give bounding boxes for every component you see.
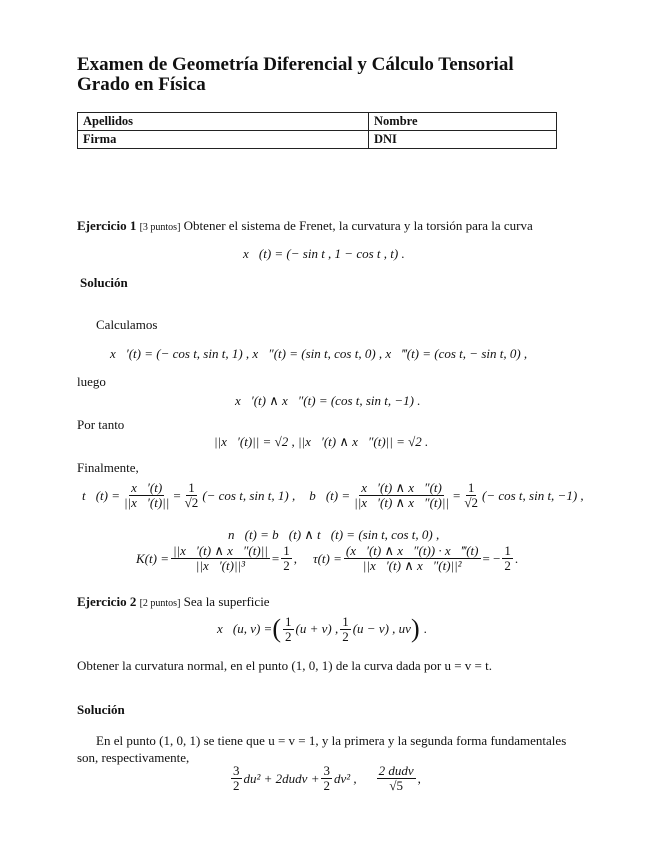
- surface-term-b: (u − v) , uv: [352, 621, 411, 636]
- comma: ,: [293, 550, 297, 566]
- exercise-2-points: [2 puntos]: [139, 598, 181, 609]
- exercise-1-text: Obtener el sistema de Frenet, la curvatura y la torsión para la curva: [183, 218, 533, 233]
- three-numerator: 3: [323, 763, 330, 778]
- left-paren: (: [272, 614, 282, 643]
- luego-text: luego: [77, 374, 106, 389]
- right-paren: ): [410, 614, 420, 643]
- page-title: [77, 55, 514, 95]
- second-form-numerator: 2 dudv: [378, 763, 414, 778]
- two-denominator: 2: [283, 558, 290, 573]
- firma-cell[interactable]: Firma: [78, 131, 369, 149]
- title-line-2: Grado en Física: [77, 74, 206, 95]
- one-numerator: 1: [188, 480, 195, 495]
- normal-vector-equation: n⃗(t) = b⃗(t) ∧ t⃗(t) = (sin t, cos t, 0) ,: [228, 527, 440, 542]
- exercise-1-label: Ejercicio 1: [77, 218, 137, 233]
- tangent-numerator: x⃗′(t): [131, 480, 163, 495]
- apellidos-cell[interactable]: Apellidos: [78, 113, 369, 131]
- half-numerator: 1: [342, 613, 349, 629]
- dni-cell[interactable]: DNI: [369, 131, 557, 149]
- one-numerator: 1: [504, 543, 511, 558]
- curvature-lhs: K(t) =: [136, 550, 169, 566]
- period: .: [514, 550, 519, 566]
- tangent-lhs: t⃗(t) =: [82, 487, 121, 503]
- sqrt2-denominator: √2: [464, 495, 478, 510]
- norms-equation: ||x⃗′(t)|| = √2 , ||x⃗′(t) ∧ x⃗″(t)|| = √2 .: [214, 434, 429, 449]
- binormal-result: (− cos t, sin t, −1) ,: [481, 487, 584, 503]
- first-form-b: dv² ,: [333, 770, 357, 786]
- student-info-table: [77, 112, 557, 149]
- torsion-numerator: (x⃗′(t) ∧ x⃗″(t)) · x⃗‴(t): [345, 543, 479, 558]
- equals-sign: =: [453, 487, 461, 503]
- second-form-denominator: √5: [389, 778, 403, 793]
- tangent-denominator: ||x⃗′(t)||: [124, 495, 170, 510]
- equals-sign: =: [173, 487, 181, 503]
- exercise-1-statement: [77, 218, 533, 234]
- three-numerator: 3: [233, 763, 240, 778]
- half-denominator: 2: [285, 628, 292, 644]
- exercise-2-statement: [77, 594, 270, 610]
- fundamental-forms-equation: [229, 764, 421, 793]
- curvature-torsion-equation: [136, 544, 518, 573]
- derivatives-equation: x⃗′(t) = (− cos t, sin t, 1) , x⃗″(t) = (sin t, cos t, 0) , x⃗‴(t) = (cos t, − sin t, 0) ,: [110, 346, 528, 361]
- calculamos-text: Calculamos: [96, 317, 158, 332]
- exercise-1-points: [3 puntos]: [139, 222, 181, 233]
- curve-equation: x⃗(t) = (− sin t , 1 − cos t , t) .: [243, 246, 405, 261]
- torsion-lhs: τ(t) =: [312, 550, 342, 566]
- sqrt2-denominator: √2: [184, 495, 199, 510]
- half-denominator: 2: [342, 628, 349, 644]
- one-numerator: 1: [467, 480, 475, 495]
- two-denominator: 2: [504, 558, 511, 573]
- surface-equation: [217, 614, 427, 644]
- exercise-2-text: Sea la superficie: [183, 594, 270, 609]
- solution-2-line-1: En el punto (1, 0, 1) se tiene que u = v = 1, y la primera y la segunda forma fundamentales: [96, 733, 567, 748]
- solution-2-line-2: son, respectivamente,: [77, 750, 190, 765]
- por-tanto-text: Por tanto: [77, 417, 125, 432]
- surface-lhs: x⃗(u, v) =: [217, 621, 273, 636]
- binormal-denominator: ||x⃗′(t) ∧ x⃗″(t)||: [354, 495, 449, 510]
- binormal-lhs: b⃗(t) =: [309, 487, 351, 503]
- equals-sign: =: [271, 550, 280, 566]
- solution-1-heading: Solución: [80, 275, 128, 290]
- two-denominator: 2: [323, 778, 330, 793]
- tangent-result: (− cos t, sin t, 1) ,: [202, 487, 296, 503]
- exercise-2-label: Ejercicio 2: [77, 594, 137, 609]
- nombre-cell[interactable]: Nombre: [369, 113, 557, 131]
- first-form-a: du² + 2dudv +: [243, 770, 320, 786]
- half-numerator: 1: [285, 613, 292, 629]
- comma: ,: [417, 770, 421, 786]
- title-line-1: Examen de Geometría Diferencial y Cálculo Tensorial: [77, 54, 514, 75]
- binormal-numerator: x⃗′(t) ∧ x⃗″(t): [361, 480, 442, 495]
- cross-product-equation: x⃗′(t) ∧ x⃗″(t) = (cos t, sin t, −1) .: [235, 393, 421, 408]
- equals-minus: = −: [482, 550, 501, 566]
- torsion-denominator: ||x⃗′(t) ∧ x⃗″(t)||²: [362, 558, 462, 573]
- curvature-numerator: ||x⃗′(t) ∧ x⃗″(t)||: [172, 543, 268, 558]
- period: .: [423, 621, 427, 636]
- curvature-denominator: ||x⃗′(t)||³: [195, 558, 245, 573]
- two-denominator: 2: [233, 778, 240, 793]
- surface-term-a: (u + v) ,: [295, 621, 339, 636]
- finalmente-text: Finalmente,: [77, 460, 139, 475]
- exercise-2-question: Obtener la curvatura normal, en el punto (1, 0, 1) de la curva dada por u = v = t.: [77, 658, 492, 673]
- tangent-binormal-equation: [82, 481, 584, 510]
- solution-2-heading: Solución: [77, 702, 125, 717]
- one-numerator: 1: [283, 543, 290, 558]
